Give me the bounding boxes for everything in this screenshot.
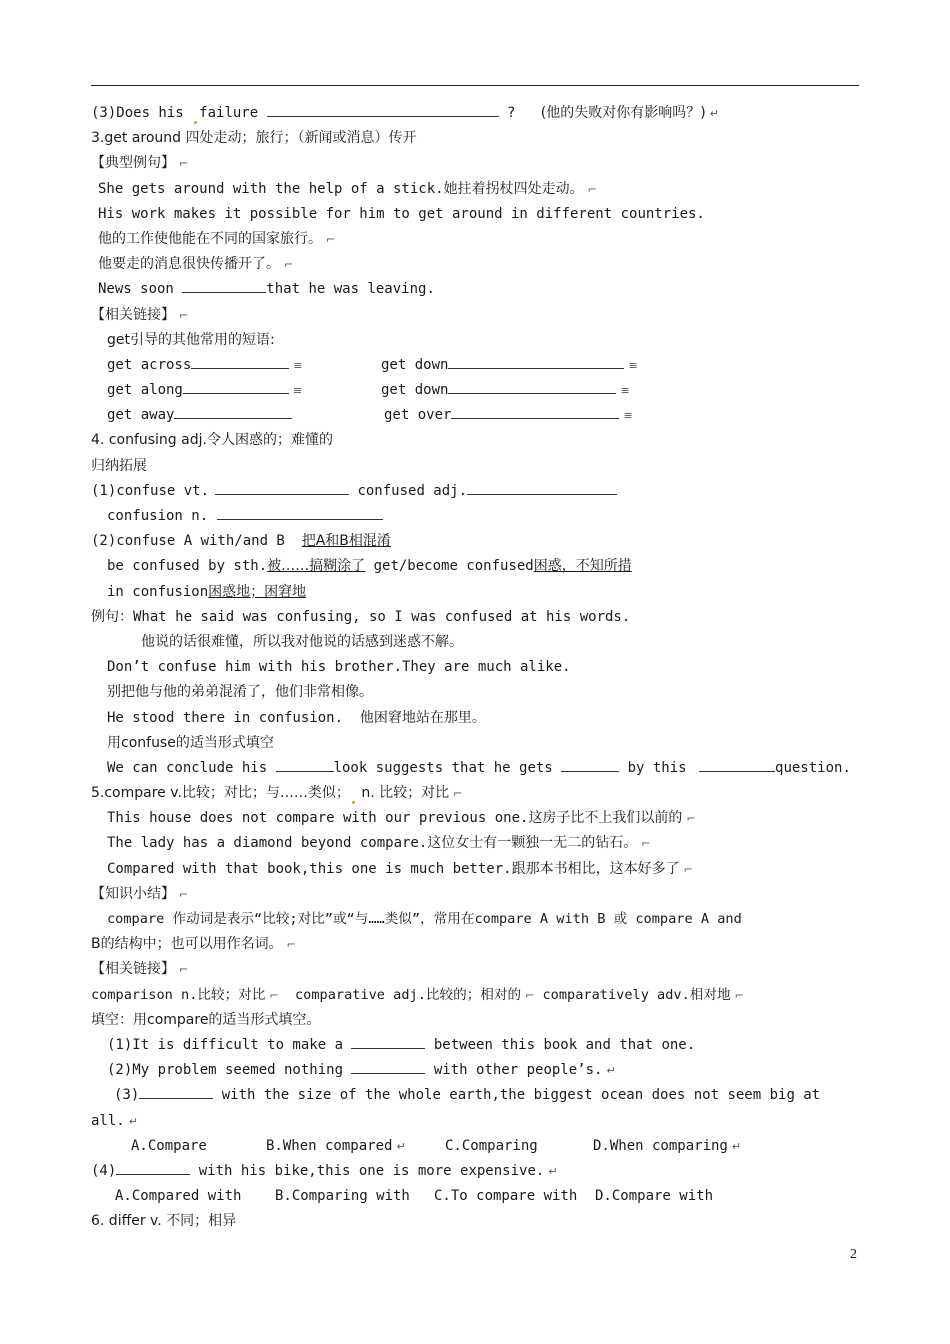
translation xyxy=(91,252,861,277)
phrase-line xyxy=(91,554,861,579)
section-heading: 4. confusing adj.令人困惑的；难懂的 xyxy=(91,432,333,449)
text: 他要走的消息很快传播开了。 xyxy=(98,256,280,273)
text: Compared with that book,this one is much better. xyxy=(107,860,512,877)
answer-blank[interactable] xyxy=(351,1033,425,1049)
exercise-line xyxy=(91,1109,861,1134)
text: (2)confuse A with/and B xyxy=(91,533,302,550)
paragraph-mark-icon: ⌐ xyxy=(326,232,336,246)
example-sentence: Don’t confuse him with his brother.They are much alike. xyxy=(107,659,571,676)
text: 5.compare v.比较；对比；与……类似； xyxy=(91,785,350,802)
text: (4) xyxy=(91,1162,117,1179)
translation: 把A和B相混淆 xyxy=(301,533,391,550)
paragraph-mark-icon: ⌐ xyxy=(179,308,189,322)
text: with his bike,this one is more expensive. xyxy=(190,1162,545,1179)
answer-blank[interactable] xyxy=(699,756,775,772)
answer-blank[interactable] xyxy=(116,1159,190,1175)
example-sentence xyxy=(91,806,861,831)
phrase: get over xyxy=(384,407,452,424)
exercise-line xyxy=(91,1083,861,1108)
answer-blank[interactable] xyxy=(267,101,499,117)
paragraph-mark-icon: ⌐ xyxy=(179,963,189,977)
options-row xyxy=(91,1184,861,1209)
text: We can conclude his xyxy=(107,759,276,776)
text: 【相关链接】 xyxy=(91,961,175,978)
document-body xyxy=(91,101,861,1234)
text: (1)It is difficult to make a xyxy=(107,1036,352,1053)
text: (3) xyxy=(114,1087,140,1104)
answer-blank[interactable] xyxy=(276,756,334,772)
answer-blank[interactable] xyxy=(215,479,349,495)
exercise-line xyxy=(91,1033,861,1058)
text: (3)Does his xyxy=(91,105,193,121)
section-heading: 6. differ v. 不同；相异 xyxy=(91,1213,237,1230)
text: 【典型例句】 xyxy=(91,155,175,172)
exercise-line xyxy=(91,756,861,781)
phrase-line xyxy=(91,580,861,605)
section-heading xyxy=(91,781,861,806)
subheading xyxy=(91,303,861,328)
paragraph-mark-icon: ⌐ xyxy=(686,812,696,826)
option-a[interactable]: A.Compare xyxy=(131,1137,207,1154)
phrase-line xyxy=(91,529,861,554)
option-d[interactable]: D.Compare with xyxy=(595,1188,714,1205)
text: D.When comparing xyxy=(593,1137,728,1154)
section-heading: 3.get around 四处走动；旅行；（新闻或消息）传开 xyxy=(91,130,417,147)
answer-blank[interactable] xyxy=(451,403,619,419)
example-sentence xyxy=(91,177,861,202)
text: (1) xyxy=(91,482,117,499)
answer-blank[interactable] xyxy=(183,378,289,394)
text: all. xyxy=(91,1112,125,1129)
answer-blank[interactable] xyxy=(139,1083,213,1099)
option-a[interactable]: A.Compared with xyxy=(115,1188,242,1205)
example-sentence xyxy=(91,831,861,856)
answer-blank[interactable] xyxy=(448,378,616,394)
text: comparatively adv.相对地 xyxy=(542,986,731,1003)
text: between this book and that one. xyxy=(425,1036,696,1053)
phrase: get along xyxy=(107,382,183,399)
option-b[interactable]: B.Comparing with xyxy=(275,1188,410,1205)
text: in confusion xyxy=(107,583,209,600)
text: 他的工作使他能在不同的国家旅行。 xyxy=(98,230,322,247)
paragraph-mark-icon: ⌐ xyxy=(683,862,693,876)
text: question. xyxy=(775,759,851,776)
paragraph-mark-icon: ⌐ xyxy=(587,182,597,196)
text: News soon xyxy=(98,281,183,298)
paragraph-mark-icon: ↵ xyxy=(709,107,719,120)
instruction: 用confuse的适当形式填空 xyxy=(107,734,274,751)
subheading xyxy=(91,151,861,176)
paragraph-mark-icon: ↵ xyxy=(606,1064,616,1078)
option-b[interactable]: B.When compared ↵ xyxy=(266,1137,406,1154)
answer-blank[interactable] xyxy=(191,353,289,369)
text: 【知识小结】 xyxy=(91,885,175,902)
text: with the size of the whole earth,the biggest ocean does not seem big at xyxy=(213,1087,821,1104)
phrase-row: get away get over ≡ xyxy=(91,403,861,428)
text: with other people’s. xyxy=(425,1062,603,1079)
phrase: get down xyxy=(381,382,449,399)
phrase: get across xyxy=(107,356,192,373)
text: (2)My problem seemed nothing xyxy=(107,1062,352,1079)
intro-line: get引导的其他常用的短语: xyxy=(107,331,275,348)
option-c[interactable]: C.To compare with xyxy=(434,1188,578,1205)
text: The lady has a diamond beyond compare. xyxy=(107,835,428,852)
translation: 跟那本书相比，这本好多了 xyxy=(511,860,680,877)
answer-blank[interactable] xyxy=(174,403,292,419)
answer-blank[interactable] xyxy=(217,504,383,520)
translation: 他说的话很难懂，所以我对他说的话感到迷惑不解。 xyxy=(141,633,463,650)
text: confusion n. xyxy=(107,508,217,524)
translation: 她拄着拐杖四处走动。 xyxy=(443,180,584,197)
text: comparison n.比较；对比 xyxy=(91,986,266,1003)
translation: 别把他与他的弟弟混淆了，他们非常相像。 xyxy=(107,684,373,701)
text: failure xyxy=(199,105,267,121)
subheading xyxy=(91,957,861,982)
paragraph-mark-icon: ⌐ xyxy=(286,938,296,952)
edit-mark xyxy=(352,801,355,804)
answer-blank[interactable] xyxy=(182,277,266,293)
answer-blank[interactable] xyxy=(351,1058,425,1074)
text: by this xyxy=(619,759,696,776)
translation: 困惑地；困窘地 xyxy=(208,583,307,600)
phrase-row: get along ≡ get down ≡ xyxy=(91,378,861,403)
answer-blank[interactable] xyxy=(467,479,617,495)
text: B.When compared xyxy=(266,1137,393,1154)
exercise-line xyxy=(91,1058,861,1083)
text: B的结构中；也可以用作名词。 xyxy=(91,936,283,953)
translation xyxy=(91,227,861,252)
text: 【相关链接】 xyxy=(91,306,175,323)
text: confuse vt. xyxy=(116,482,210,499)
text: that he was leaving. xyxy=(266,281,435,298)
phrase-row: get across ≡ get down ≡ xyxy=(91,353,861,378)
translation: 这位女士有一颗独一无二的钻石。 xyxy=(427,835,638,852)
paragraph-mark-icon: ↵ xyxy=(548,1164,558,1178)
text: ? xyxy=(507,105,516,121)
example-sentence xyxy=(91,857,861,882)
example-sentence: He stood there in confusion. 他困窘地站在那里。 xyxy=(107,709,486,726)
paragraph-mark-icon: ⌐ xyxy=(453,787,463,801)
translation: 这房子比不上我们以前的 xyxy=(528,810,683,827)
edit-mark xyxy=(194,121,197,124)
answer-blank[interactable] xyxy=(561,756,619,772)
text: She gets around with the help of a stick. xyxy=(98,180,444,197)
exercise-line xyxy=(91,277,861,302)
paragraph-mark-icon: ⌐ xyxy=(179,887,189,901)
example-sentence: 例句：What he said was confusing, so I was confused at his words. xyxy=(91,608,631,625)
paragraph-mark-icon: ⌐ xyxy=(284,258,294,272)
translation: 被……搞糊涂了 xyxy=(267,558,366,575)
example-sentence: His work makes it possible for him to get around in different countries. xyxy=(98,205,705,222)
text: be confused by sth. xyxy=(107,558,268,575)
text: get/become confused xyxy=(365,558,534,575)
page-number: 2 xyxy=(850,1247,857,1262)
paragraph-mark-icon: ⌐ xyxy=(179,157,189,171)
phrase: get down xyxy=(381,356,449,373)
header-rule xyxy=(91,85,859,86)
option-c[interactable]: C.Comparing xyxy=(445,1137,538,1154)
text: look suggests that he gets xyxy=(333,759,562,776)
translation: 困惑，不知所措 xyxy=(533,558,632,575)
answer-blank[interactable] xyxy=(448,353,624,369)
subheading: 归纳拓展 xyxy=(91,457,147,474)
exercise-line xyxy=(91,504,861,529)
phrase: get away xyxy=(107,407,175,424)
translation: (他的失败对你有影响吗？) xyxy=(540,105,706,121)
text: n. 比较；对比 xyxy=(361,785,450,802)
instruction: 填空：用compare的适当形式填空。 xyxy=(91,1011,321,1028)
subheading xyxy=(91,882,861,907)
exercise-line xyxy=(91,1159,861,1184)
summary-text: compare 作动词是表示“比较;对比”或“与……类似”，常用在compare A with B 或 compare A and xyxy=(107,911,742,927)
exercise-line xyxy=(91,101,861,126)
text: confused adj. xyxy=(357,482,468,499)
paragraph-mark-icon: ⌐ xyxy=(641,837,651,851)
option-d[interactable]: D.When comparing ↵ xyxy=(593,1137,742,1154)
options-row xyxy=(91,1134,861,1159)
summary-text xyxy=(91,932,861,957)
related-words: comparison n.比较；对比 ⌐ comparative adj.比较的；相对的 ⌐ comparatively adv.相对地 ⌐ xyxy=(91,986,744,1003)
text: comparative adj.比较的；相对的 xyxy=(294,986,522,1003)
text: This house does not compare with our previous one. xyxy=(107,810,529,827)
exercise-line xyxy=(91,479,861,504)
paragraph-mark-icon: ↵ xyxy=(128,1114,138,1128)
